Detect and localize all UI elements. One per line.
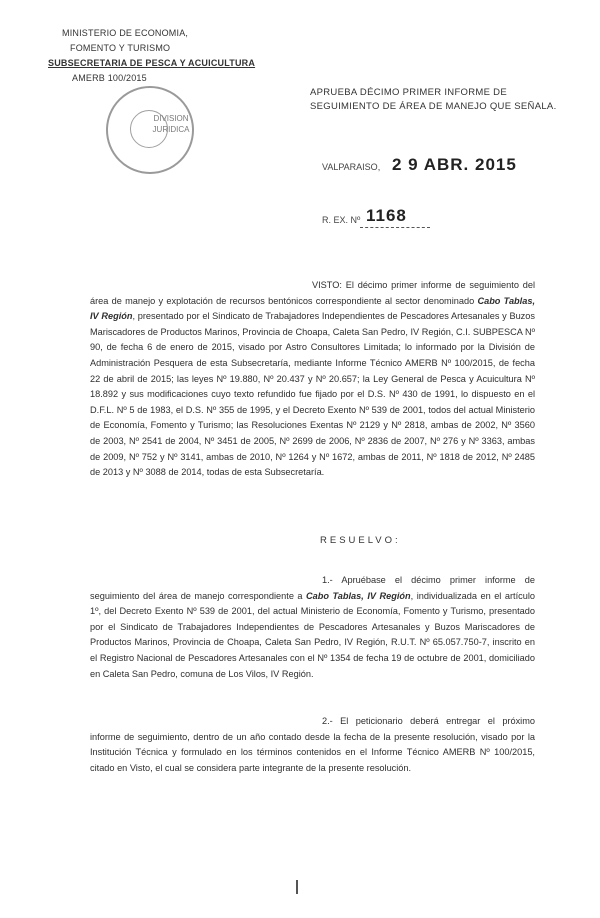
resolution-underline [360, 227, 430, 228]
r2-text: 2.- El peticionario deberá entregar el próximo informe de seguimiento, dentro de un año contado desde la fecha de la presente resolución, visado por la Institución Técnica y formulado en los términos contenidos en el Informe Técnico AMERB Nº 100/2015, citado en Visto, el cual se considera parte integrante de la presente resolución. [90, 716, 535, 773]
stamp-text [136, 113, 206, 135]
resolution-item-1 [90, 573, 535, 682]
visto-paragraph [90, 278, 535, 481]
r1-text-2: , individualizada en el artículo 1º, del Decreto Exento Nº 539 de 2001, del actual Ministerio de Economía, Fomento y Turismo, presentado por el Sindicato de Trabajadores Independientes de Pescadores Artesanales y Buzos Mariscadores de Productos Marinos, Provincia de Choapa, Caleta San Pedro, IV Región, R.U.T. Nº 65.057.750-7, inscrito en el Registro Nacional de Pescadores Artesanales con el Nº 1354 de fecha 19 de octubre de 2001, domiciliado en Caleta San Pedro, comuna de Los Vilos, IV Región. [90, 590, 535, 679]
resolution-item-2 [90, 714, 535, 776]
header-ministry: MINISTERIO DE ECONOMIA, [62, 28, 189, 38]
resolution-label: R. EX. Nº [322, 215, 361, 225]
resolution-number: 1168 [366, 206, 407, 225]
stamp-line-division: DIVISION [153, 114, 189, 123]
visto-text-2: , presentado por el Sindicato de Trabajadores Independientes de Pescadores Artesanales y Buzos Mariscadores de Productos Marinos, Provincia de Choapa, Caleta San Pedro, IV Región, C.I. SUBPESCA Nº 90, de fecha 6 de enero de 2015, visado por Astro Consultores Limitada; lo informado por la División de Administración Pesquera de esta Subsecretaría, mediante Informe Técnico AMERB Nº 100/2015, de fecha 22 de abril de 2015; las leyes Nº 19.880, Nº 20.437 y Nº 20.657; la Ley General de Pesca y Acuicultura Nº 18.892 y sus modificaciones cuyo texto refundido fue fijado por el D.S. Nº 430 de 1991, lo dispuesto en el D.F.L. Nº 5 de 1983, el D.S. Nº 355 de 1995, y el Decreto Exento Nº 539 de 2001, todos del actual Ministerio de Economía, Fomento y Turismo; las Resoluciones Exentas Nº 2129 y Nº 2818, ambas de 2002, Nº 3560 de 2003, Nº 2541 de 2004, Nº 3451 de 2005, Nº 2699 de 2006, Nº 2836 de 2007, Nº 276 y Nº 3363, ambas de 2009, Nº 752 y Nº 3141, ambas de 2010, Nº 1264 y Nº 1672, ambas de 2011, Nº 1818 de 2012, Nº 2485 de 2013 y Nº 3088 de 2014, todas de esta Subsecretaría. [90, 311, 535, 478]
official-stamp [106, 86, 194, 174]
r1-sector: Cabo Tablas, IV Región [306, 590, 411, 601]
place-label: VALPARAISO, [322, 162, 381, 172]
stamp-line-juridica: JURIDICA [152, 125, 190, 134]
resuelvo-heading: RESUELVO: [320, 535, 401, 546]
header-subsecretaria: SUBSECRETARIA DE PESCA Y ACUICULTURA [48, 58, 256, 68]
date-stamp: 2 9 ABR. 2015 [392, 155, 517, 174]
header-fomento: FOMENTO Y TURISMO [70, 43, 171, 53]
document-title: APRUEBA DÉCIMO PRIMER INFORME DE SEGUIMIENTO DE ÁREA DE MANEJO QUE SEÑALA. [310, 87, 557, 112]
r1-text-1: 1.- Apruébase el décimo primer informe de seguimiento del área de manejo correspondiente a [90, 575, 535, 601]
visto-sector: Cabo Tablas, IV Región [90, 295, 535, 322]
visto-text-1: VISTO: El décimo primer informe de seguimiento del área de manejo y explotación de recursos bentónicos correspondiente al sector denominado [90, 280, 535, 306]
page-mark [296, 880, 298, 894]
header-amerb: AMERB 100/2015 [72, 73, 147, 83]
